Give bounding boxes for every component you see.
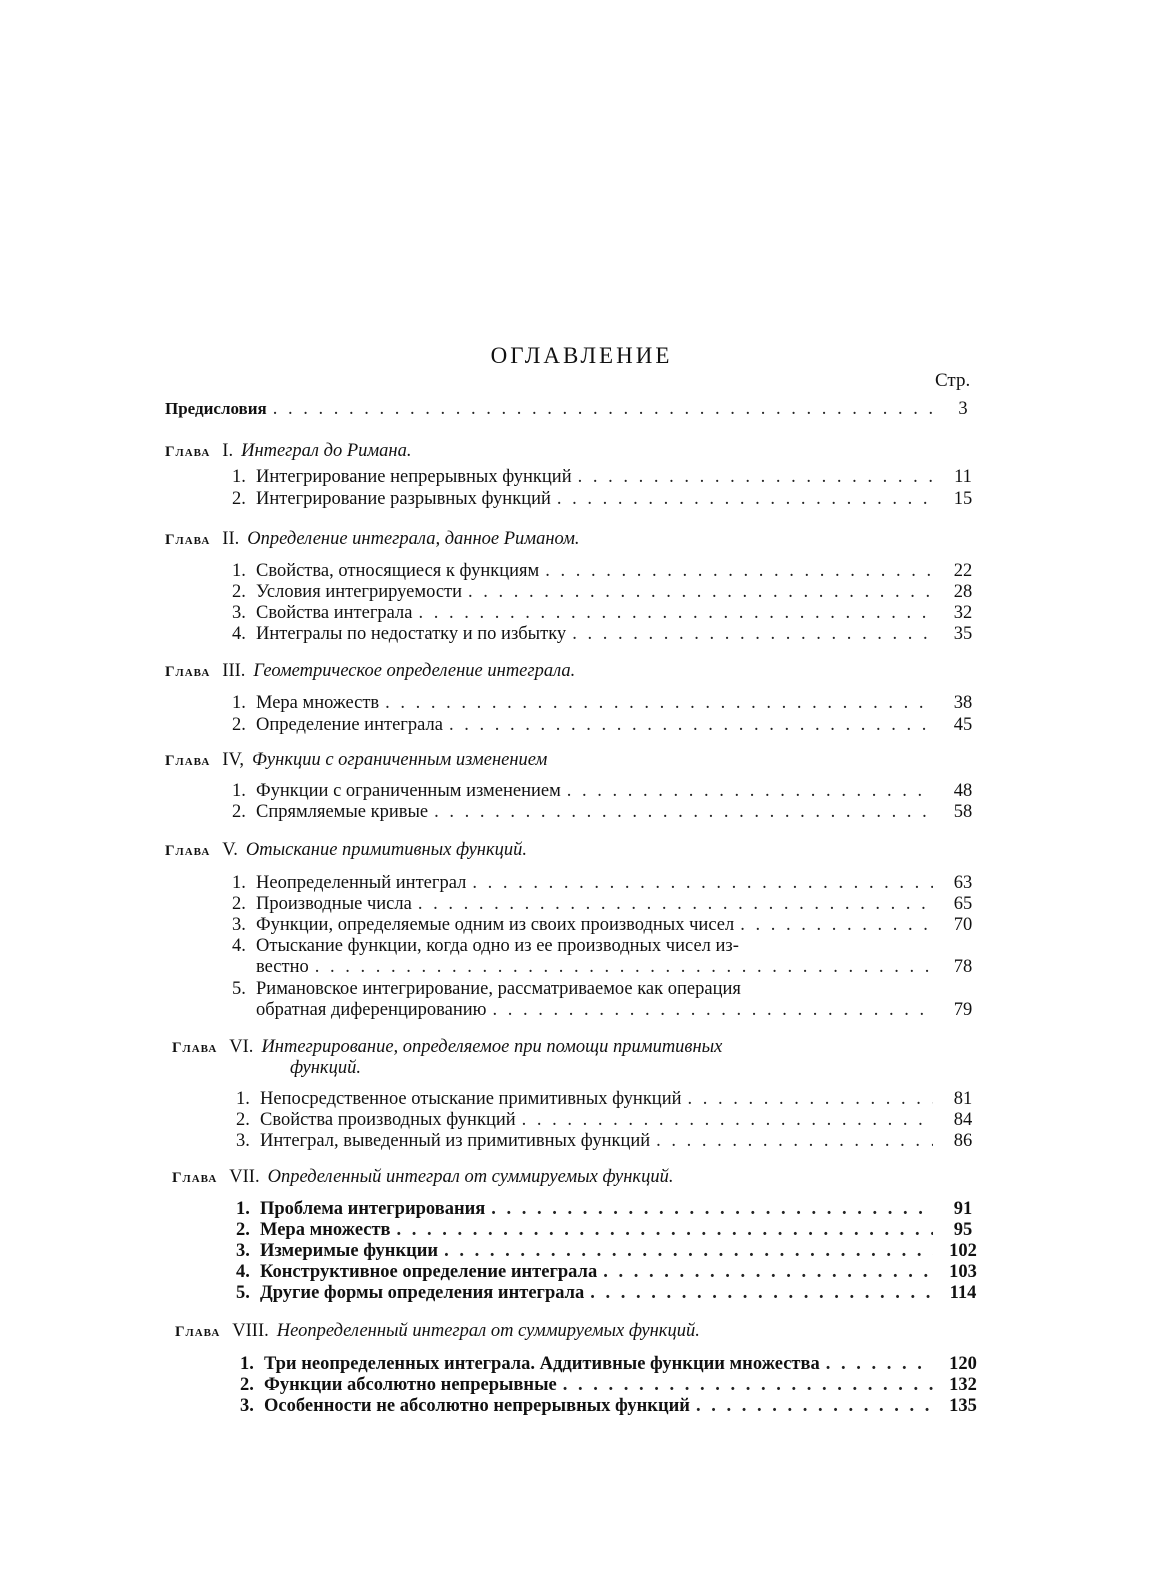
section-title: Спрямляемые кривые <box>256 802 429 822</box>
toc-page-number: 84 <box>953 1110 973 1130</box>
toc-entry[interactable] <box>232 714 985 736</box>
section-title: Отыскание функции, когда одно из ее производных чисел из- <box>256 936 739 956</box>
toc-entry[interactable] <box>232 780 985 802</box>
section-number: 1. <box>232 467 246 487</box>
chapter-number: II. <box>222 529 240 549</box>
toc-page-number: 35 <box>953 624 973 644</box>
section-number: 2. <box>232 894 246 914</box>
chapter-number: VII. <box>229 1167 260 1187</box>
chapter-label: Глава <box>165 532 211 548</box>
dot-leader <box>545 560 933 582</box>
toc-entry[interactable] <box>236 1219 985 1241</box>
dot-leader <box>826 1353 933 1375</box>
toc-entry[interactable] <box>236 1088 985 1110</box>
section-title: Интегрирование разрывных функций <box>256 489 551 509</box>
chapter-number: III. <box>222 661 246 681</box>
dot-leader <box>578 466 933 488</box>
dot-leader <box>385 692 933 714</box>
dot-leader <box>315 956 933 978</box>
chapter-label: Глава <box>165 444 211 460</box>
chapter-title: Отыскание примитивных функций. <box>245 840 527 860</box>
toc-entry[interactable] <box>232 602 985 624</box>
toc-entry[interactable] <box>236 1109 985 1131</box>
toc-entry-label: Предисловия <box>165 399 267 418</box>
section-number: 3. <box>232 915 246 935</box>
toc-entry[interactable] <box>232 560 985 582</box>
section-title: Конструктивное определение интеграла <box>260 1262 598 1282</box>
section-number: 2. <box>236 1110 250 1130</box>
toc-entry-first-line[interactable] <box>232 978 741 1000</box>
section-number: 1. <box>236 1199 250 1219</box>
section-number: 4. <box>232 624 246 644</box>
toc-page-number: 28 <box>953 582 973 602</box>
toc-page-number: 45 <box>953 715 973 735</box>
section-title: Интегрирование непрерывных функций <box>256 467 572 487</box>
toc-entry-first-line[interactable] <box>232 935 739 957</box>
toc-page-number: 102 <box>949 1241 977 1261</box>
chapter-title: Интегрирование, определяемое при помощи примитивных <box>261 1037 723 1057</box>
dot-leader <box>567 780 933 802</box>
toc-page-number: 58 <box>953 802 973 822</box>
toc-page-number: 15 <box>953 489 973 509</box>
section-title: Свойства производных функций <box>260 1110 516 1130</box>
toc-page-number: 22 <box>953 561 973 581</box>
chapter-heading <box>165 440 412 463</box>
section-number: 2. <box>232 582 246 602</box>
toc-entry-continuation[interactable] <box>256 999 985 1021</box>
chapter-title: Интеграл до Римана. <box>241 441 412 461</box>
chapter-heading <box>165 528 580 551</box>
section-title: Другие формы определения интеграла <box>260 1283 585 1303</box>
chapter-heading <box>172 1036 722 1059</box>
section-number: 1. <box>232 781 246 801</box>
section-number: 3. <box>232 603 246 623</box>
chapter-label: Глава <box>165 753 211 769</box>
section-number: 2. <box>236 1220 250 1240</box>
toc-entry[interactable] <box>232 801 985 823</box>
chapter-number: I. <box>222 441 234 461</box>
dot-leader <box>563 1374 933 1396</box>
toc-page-number: 79 <box>953 1000 973 1020</box>
chapter-heading <box>165 660 575 683</box>
toc-page-number: 70 <box>953 915 973 935</box>
toc-entry[interactable] <box>232 466 985 488</box>
chapter-number: V. <box>222 840 238 860</box>
section-number: 1. <box>236 1089 250 1109</box>
toc-entry[interactable] <box>232 872 985 894</box>
toc-page-number: 81 <box>953 1089 973 1109</box>
toc-page-number: 38 <box>953 693 973 713</box>
section-number: 3. <box>236 1131 250 1151</box>
toc-page-number: 103 <box>949 1262 977 1282</box>
dot-leader <box>449 714 933 736</box>
chapter-label: Глава <box>172 1040 218 1056</box>
dot-leader <box>444 1240 933 1262</box>
section-number: 2. <box>240 1375 254 1395</box>
toc-entry[interactable] <box>240 1353 985 1375</box>
chapter-title: Геометрическое определение интеграла. <box>253 661 576 681</box>
chapter-label: Глава <box>172 1170 218 1186</box>
toc-page-number: 91 <box>953 1199 973 1219</box>
chapter-number: VIII. <box>232 1321 269 1341</box>
section-title: Проблема интегрирования <box>260 1199 486 1219</box>
dot-leader <box>696 1395 933 1417</box>
chapter-heading <box>165 839 527 862</box>
chapter-heading <box>175 1320 700 1343</box>
toc-page-number: 3 <box>958 399 968 419</box>
dot-leader <box>273 398 933 420</box>
toc-entry[interactable] <box>232 488 985 510</box>
dot-leader <box>492 999 933 1021</box>
section-title: Непосредственное отыскание примитивных функций <box>260 1089 682 1109</box>
toc-page-number: 86 <box>953 1131 973 1151</box>
chapter-title: Неопределенный интеграл от суммируемых функций. <box>276 1321 700 1341</box>
dot-leader <box>418 602 933 624</box>
dot-leader <box>557 488 933 510</box>
chapter-label: Глава <box>165 843 211 859</box>
section-title: Римановское интегрирование, рассматриваемое как операция <box>256 979 741 999</box>
toc-page-number: 65 <box>953 894 973 914</box>
chapter-title: Определенный интеграл от суммируемых функций. <box>267 1167 674 1187</box>
section-title: Определение интеграла <box>256 715 443 735</box>
section-title: Производные числа <box>256 894 412 914</box>
section-number: 2. <box>232 715 246 735</box>
toc-entry-continuation[interactable] <box>256 956 985 978</box>
dot-leader <box>688 1088 933 1110</box>
dot-leader <box>590 1282 933 1304</box>
dot-leader <box>522 1109 933 1131</box>
section-number: 3. <box>240 1396 254 1416</box>
toc-entry[interactable] <box>232 692 985 714</box>
dot-leader <box>740 914 933 936</box>
toc-entry[interactable] <box>232 914 985 936</box>
section-title: Неопределенный интеграл <box>256 873 467 893</box>
dot-leader <box>491 1198 933 1220</box>
toc-entry[interactable] <box>236 1130 985 1152</box>
section-title: Условия интегрируемости <box>256 582 463 602</box>
section-number: 5. <box>232 979 246 999</box>
toc-entry[interactable] <box>236 1261 985 1283</box>
toc-page-number: 11 <box>954 467 972 487</box>
toc-entry[interactable] <box>232 581 985 603</box>
section-title: Особенности не абсолютно непрерывных функций <box>264 1396 690 1416</box>
section-title: Интеграл, выведенный из примитивных функций <box>260 1131 651 1151</box>
toc-entry[interactable] <box>236 1282 985 1304</box>
section-title-continuation: обратная диференцированию <box>256 1000 487 1020</box>
toc-page-number: 114 <box>949 1283 977 1303</box>
chapter-label: Глава <box>165 664 211 680</box>
dot-leader <box>472 872 933 894</box>
section-title: Измеримые функции <box>260 1241 439 1261</box>
section-number: 1. <box>232 873 246 893</box>
section-number: 4. <box>232 936 246 956</box>
toc-entry[interactable] <box>236 1198 985 1220</box>
chapter-number: IV, <box>222 750 245 770</box>
section-title: Интегралы по недостатку и по избытку <box>256 624 567 644</box>
chapter-label: Глава <box>175 1324 221 1340</box>
section-number: 1. <box>240 1354 254 1374</box>
toc-page-number: 95 <box>953 1220 973 1240</box>
chapter-title-continuation: функций. <box>290 1058 361 1078</box>
section-number: 4. <box>236 1262 250 1282</box>
chapter-title: Определение интеграла, данное Риманом. <box>247 529 580 549</box>
section-title-continuation: вестно <box>256 957 309 977</box>
toc-page-number: 63 <box>953 873 973 893</box>
section-number: 5. <box>236 1283 250 1303</box>
toc-entry-preface[interactable] <box>165 398 985 420</box>
chapter-number: VI. <box>229 1037 254 1057</box>
dot-leader <box>572 623 933 645</box>
toc-page-number: 48 <box>953 781 973 801</box>
toc-entry[interactable] <box>240 1395 985 1417</box>
toc-page-number: 78 <box>953 957 973 977</box>
section-title: Мера множеств <box>256 693 380 713</box>
dot-leader <box>656 1130 933 1152</box>
section-number: 1. <box>232 693 246 713</box>
dot-leader <box>397 1219 933 1241</box>
chapter-title: Функции с ограниченным изменением <box>252 750 548 770</box>
section-title: Функции с ограниченным изменением <box>256 781 561 801</box>
toc-page-number: 120 <box>949 1354 977 1374</box>
toc-page-number: 32 <box>953 603 973 623</box>
section-number: 3. <box>236 1241 250 1261</box>
page-title: ОГЛАВЛЕНИЕ <box>490 343 673 368</box>
section-title: Свойства интеграла <box>256 603 413 623</box>
section-title: Функции абсолютно непрерывные <box>264 1375 557 1395</box>
dot-leader <box>434 801 933 823</box>
section-title: Свойства, относящиеся к функциям <box>256 561 540 581</box>
section-number: 2. <box>232 489 246 509</box>
section-title: Мера множеств <box>260 1220 391 1240</box>
chapter-heading <box>165 749 547 772</box>
section-title: Три неопределенных интеграла. Аддитивные функции множества <box>264 1354 820 1374</box>
section-title: Функции, определяемые одним из своих производных чисел <box>256 915 735 935</box>
dot-leader <box>603 1261 933 1283</box>
toc-entry[interactable] <box>240 1374 985 1396</box>
toc-page-number: 132 <box>949 1375 977 1395</box>
toc-page-number: 135 <box>949 1396 977 1416</box>
section-number: 1. <box>232 561 246 581</box>
page-column-label: Стр. <box>935 370 971 391</box>
toc-entry[interactable] <box>232 623 985 645</box>
dot-leader <box>418 893 933 915</box>
dot-leader <box>468 581 933 603</box>
chapter-heading <box>172 1166 673 1189</box>
toc-entry[interactable] <box>232 893 985 915</box>
section-number: 2. <box>232 802 246 822</box>
toc-entry[interactable] <box>236 1240 985 1262</box>
